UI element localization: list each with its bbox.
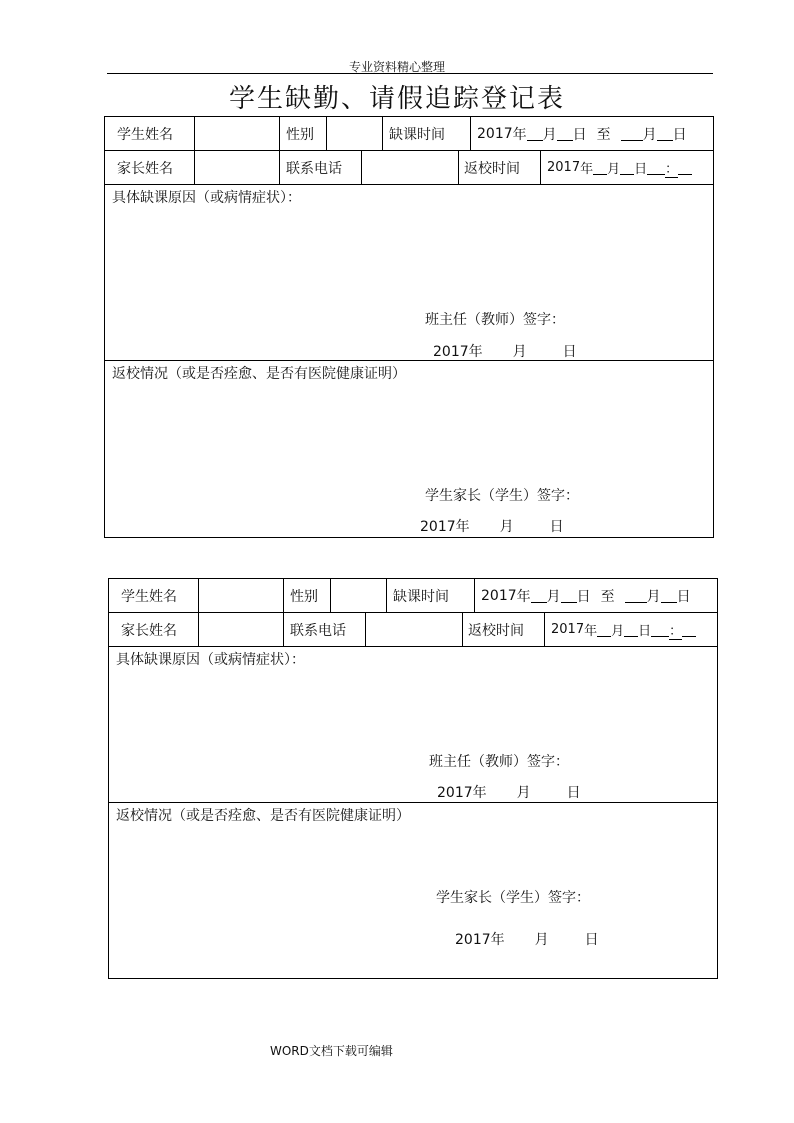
year-unit: 年: [516, 588, 531, 605]
to-text: 至: [600, 588, 615, 605]
month-blank[interactable]: [593, 160, 607, 175]
day-unit: 日: [572, 126, 587, 143]
phone-label: 联系电话: [284, 613, 366, 646]
teacher-sign-label: 班主任（教师）签字：: [425, 312, 565, 328]
return-time-field[interactable]: [545, 613, 719, 646]
teacher-sign-date: [437, 782, 581, 802]
return-year: 2017: [551, 622, 585, 637]
form-row-student: [105, 117, 713, 151]
hour-blank[interactable]: [647, 160, 665, 175]
teacher-sign-year: 2017: [437, 785, 473, 801]
day-unit: 日: [566, 785, 581, 801]
form-row-parent: [105, 151, 713, 185]
footer-note: WORD文档下载可编辑: [270, 1044, 393, 1058]
absence-year: 2017: [481, 587, 517, 604]
month-blank[interactable]: [531, 588, 547, 603]
return-status-section[interactable]: [109, 803, 717, 978]
day-blank[interactable]: [620, 160, 634, 175]
student-name-label: 学生姓名: [109, 579, 199, 612]
teacher-sign-date: [433, 341, 577, 361]
return-time-label: 返校时间: [459, 151, 541, 184]
day-unit: 日: [672, 126, 687, 143]
to-month-blank[interactable]: [625, 588, 647, 603]
month-unit: 月: [516, 785, 531, 801]
gender-field[interactable]: [327, 117, 383, 150]
month-unit: 月: [542, 126, 557, 143]
page-title: 学生缺勤、请假追踪登记表: [228, 84, 565, 114]
year-unit: 年: [468, 344, 483, 360]
year-unit: 年: [584, 624, 598, 639]
gender-label: 性别: [284, 579, 331, 612]
student-name-label: 学生姓名: [105, 117, 195, 150]
day-blank[interactable]: [557, 126, 573, 141]
day-unit: 日: [549, 519, 564, 535]
year-unit: 年: [455, 519, 470, 535]
minute-blank[interactable]: [678, 160, 692, 175]
return-status-label: 返校情况（或是否痊愈、是否有医院健康证明）: [116, 808, 410, 824]
parent-sign-label: 学生家长（学生）签字：: [436, 890, 590, 906]
parent-name-field[interactable]: [195, 151, 280, 184]
parent-sign-date: [455, 929, 599, 949]
absence-form-2: [108, 578, 718, 979]
year-unit: 年: [512, 126, 527, 143]
absence-time-field[interactable]: [471, 117, 715, 150]
day-unit: 日: [638, 624, 652, 639]
return-time-field[interactable]: [541, 151, 715, 184]
month-unit: 月: [512, 344, 527, 360]
absence-year: 2017: [477, 125, 513, 142]
form-row-student: [109, 579, 717, 613]
month-unit: 月: [642, 126, 657, 143]
day-unit: 日: [676, 588, 691, 605]
day-unit: 日: [576, 588, 591, 605]
minute-blank[interactable]: [682, 622, 696, 637]
month-blank[interactable]: [597, 622, 611, 637]
absence-form-1: [104, 116, 714, 538]
reason-label: 具体缺课原因（或病情症状）：: [116, 652, 305, 668]
return-status-section[interactable]: [105, 361, 713, 537]
teacher-sign-year: 2017: [433, 344, 469, 360]
day-blank[interactable]: [624, 622, 638, 637]
absence-time-label: 缺课时间: [387, 579, 475, 612]
parent-name-label: 家长姓名: [105, 151, 195, 184]
month-blank[interactable]: [527, 126, 543, 141]
year-unit: 年: [490, 932, 505, 948]
gender-field[interactable]: [331, 579, 387, 612]
year-unit: 年: [472, 785, 487, 801]
phone-field[interactable]: [362, 151, 459, 184]
teacher-sign-label: 班主任（教师）签字：: [429, 754, 569, 770]
month-unit: 月: [546, 588, 561, 605]
parent-sign-label: 学生家长（学生）签字：: [425, 488, 579, 504]
to-text: 至: [596, 126, 611, 143]
parent-sign-date: [420, 516, 564, 536]
colon: ：: [669, 620, 682, 640]
gender-label: 性别: [280, 117, 327, 150]
reason-label: 具体缺课原因（或病情症状）：: [112, 190, 301, 206]
day-unit: 日: [562, 344, 577, 360]
student-name-field[interactable]: [199, 579, 284, 612]
colon: ：: [665, 158, 678, 178]
day-unit: 日: [584, 932, 599, 948]
month-unit: 月: [499, 519, 514, 535]
return-time-label: 返校时间: [463, 613, 545, 646]
hour-blank[interactable]: [651, 622, 669, 637]
reason-section[interactable]: [105, 185, 713, 361]
year-unit: 年: [580, 162, 594, 177]
phone-field[interactable]: [366, 613, 463, 646]
student-name-field[interactable]: [195, 117, 280, 150]
to-day-blank[interactable]: [657, 126, 673, 141]
parent-name-label: 家长姓名: [109, 613, 199, 646]
month-unit: 月: [607, 162, 621, 177]
return-year: 2017: [547, 160, 581, 175]
return-status-label: 返校情况（或是否痊愈、是否有医院健康证明）: [112, 366, 406, 382]
absence-time-field[interactable]: [475, 579, 719, 612]
to-day-blank[interactable]: [661, 588, 677, 603]
parent-sign-year: 2017: [455, 932, 491, 948]
month-unit: 月: [646, 588, 661, 605]
absence-time-label: 缺课时间: [383, 117, 471, 150]
parent-name-field[interactable]: [199, 613, 284, 646]
header-divider: [107, 73, 713, 74]
phone-label: 联系电话: [280, 151, 362, 184]
form-row-parent: [109, 613, 717, 647]
parent-sign-year: 2017: [420, 519, 456, 535]
reason-section[interactable]: [109, 647, 717, 803]
day-unit: 日: [634, 162, 648, 177]
month-unit: 月: [534, 932, 549, 948]
day-blank[interactable]: [561, 588, 577, 603]
to-month-blank[interactable]: [621, 126, 643, 141]
header-note: 专业资料精心整理: [348, 60, 445, 74]
month-unit: 月: [611, 624, 625, 639]
